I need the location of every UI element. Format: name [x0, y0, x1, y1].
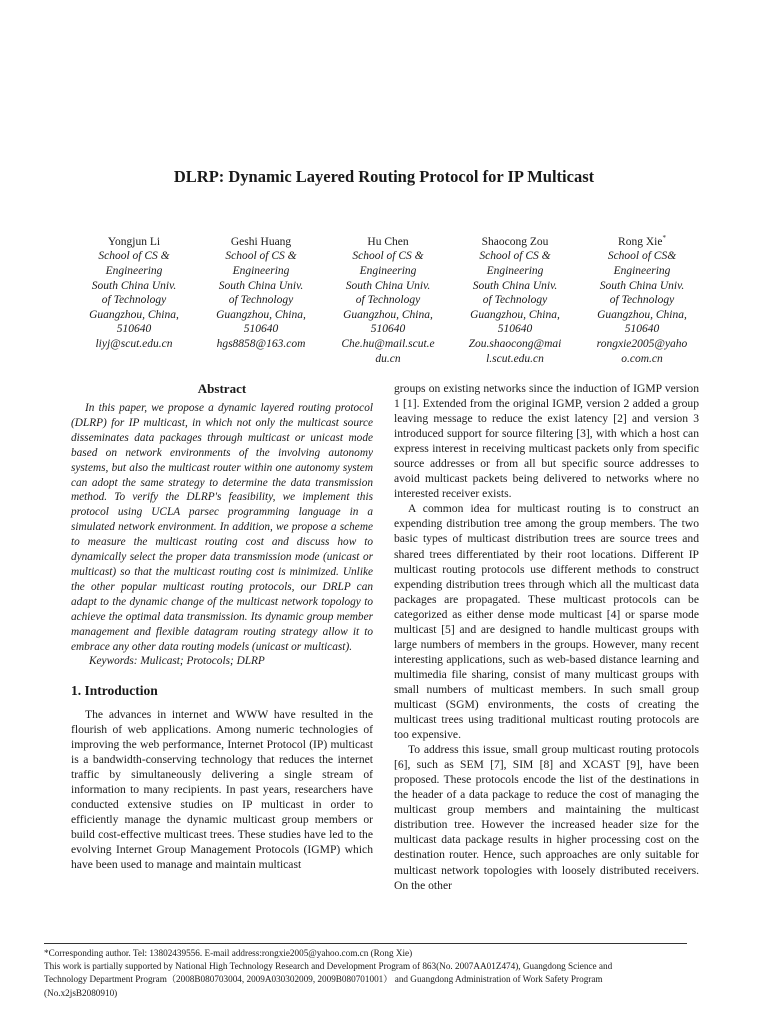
body-paragraph: To address this issue, small group multicast routing protocols [6], such as SEM [7], SIM [8] and XCAST [9], have been proposed. These protocols encode the list of the destinations in the header of a data package to reduce the cost of managing the multicast group members and maintaining the multicast distribution tree. However the increased header size for the multicast data package results in higher processing cost on the destination router. Hence, such approaches are only suitable for multicast network topologies with loosely distributed receivers. On the other: [394, 743, 699, 892]
author-block: [586, 231, 698, 366]
body-paragraph: A common idea for multicast routing is to construct an expending distribution tree among the group members. The two basic types of multicast distribution trees are source trees and shared trees differentiated by their root locations. Different IP multicast routing protocols use different methods to construct expending distribution trees through which all the multicast data packages are propagated. These multicast protocols can be categorized as either dense mode multicast [4] or sparse mode multicast [5] and are designed to handle multicast groups with large numbers of members in the groups. However, many recent interesting applications, such as web-based distance learning and multimedia file sharing, consist of many multicast groups with small numbers of multicast members. In such small group multicast (SGM) environments, the costs of creating the multicast trees using traditional multicast routing protocols are too expensive.: [394, 502, 699, 742]
footnote-corresponding-author: *Corresponding author. Tel: 13802439556. E-mail address:rongxie2005@yahoo.com.cn (Rong Xie): [44, 948, 413, 958]
author-name: Hu Chen: [367, 235, 409, 248]
author-block: [459, 231, 571, 366]
body-paragraph: groups on existing networks since the induction of IGMP version 1 [1]. Extended from the original IGMP, version 2 added a group leaving message to reduce the exist latency [2] and version 3 introduced support for source filtering [3], with which a host can express interest in receiving multicast packets only from specific source addresses or from all but specific source addresses to avoid multicast packets being delivered to networks where no interested receiver exists.: [394, 382, 699, 501]
footnotes: [44, 947, 704, 1000]
author-block: [205, 231, 317, 366]
author-email: du.cn: [375, 352, 401, 365]
keywords: Keywords: Mulicast; Protocols; DLRP: [89, 655, 265, 668]
author-email: rongxie2005@yaho: [596, 337, 688, 350]
author-email: o.com.cn: [621, 352, 663, 365]
author-affiliation: School of CS & Engineering South China Univ. of Technology Guangzhou, China, 510640 liyj@scut.edu.cn: [78, 249, 190, 351]
body-paragraph: The advances in internet and WWW have resulted in the flourish of web applications. Among numeric technologies of improving the web performance, Internet Protocol (IP) multicast is a bandwidth-conserving technology that reduces the internet traffic by simultaneously delivering a single stream of information to many recipients. In past years, researchers have conducted extensive studies on IP multicast in order to efficiently manage the dynamic multicast group members or build cost-effective multicast trees. These studies have led to the evolving Internet Group Management Protocols (IGMP) which have been used to manage and maintain multicast: [71, 707, 373, 872]
footnote-funding: Technology Department Program（2008B080703004, 2009A030302009, 2009B080701001） and Guangdong Administration of Work Safety Program: [44, 974, 603, 985]
author-name: Geshi Huang: [230, 235, 292, 248]
section-heading-introduction: 1. Introduction: [71, 682, 158, 698]
author-email: l.scut.edu.cn: [486, 352, 544, 365]
author-list: [78, 231, 698, 366]
author-name: Yongjun Li: [107, 235, 161, 248]
abstract-text: In this paper, we propose a dynamic layered routing protocol (DLRP) for IP multicast, in which not only the multicast source disseminates data packages through multicast or unicast mode based on network environments of the involving autonomy systems, but also the multicast router within one autonomy system can adopt the same strategy to determine the data transmission method. To verify the DLRP's feasibility, we implement this protocol using UCLA parsec programming language in a simulated network environment. In addition, we propose a scheme to measure the multicast routing cost and discuss how to dynamically select the proper data transmission mode (unicast or multicast) so that the multicast routing cost is minimized. Unlike the other popular multicast routing protocols, our DRLP can adapt to the dynamic change of the multicast network topology to achieve the optimal data transmission. Its dynamic group member management and flexible datagram routing strategy allow it to embrace any other data routing models (unicast or multicast).: [71, 402, 373, 653]
author-block: [78, 231, 190, 366]
author-affiliation: School of CS & Engineering South China Univ. of Technology Guangzhou, China, 510640 Zou.shaocong@mai l.scut.edu.cn: [459, 249, 571, 366]
author-affiliation: School of CS& Engineering South China Univ. of Technology Guangzhou, China, 510640 rongxie2005@yaho o.com.cn: [586, 249, 698, 366]
author-name: Shaocong Zou: [481, 235, 549, 248]
left-column: [71, 381, 373, 872]
author-name: Rong Xie*: [618, 234, 666, 248]
author-affiliation: School of CS & Engineering South China Univ. of Technology Guangzhou, China, 510640 hgs8858@163.com: [205, 249, 317, 351]
author-affiliation: School of CS & Engineering South China Univ. of Technology Guangzhou, China, 510640 Che.hu@mail.scut.e du.cn: [332, 249, 444, 366]
author-email: Che.hu@mail.scut.e: [341, 337, 435, 350]
author-email: liyj@scut.edu.cn: [95, 337, 173, 350]
paper-title: DLRP: Dynamic Layered Routing Protocol for IP Multicast: [173, 167, 595, 186]
right-column: [394, 381, 699, 893]
author-block: [332, 231, 444, 366]
footnote-funding: (No.x2jsB2080910): [44, 987, 118, 998]
corresponding-author-mark: *: [662, 234, 666, 242]
footnote-funding: This work is partially supported by National High Technology Research and Development Program of 863(No. 2007AA01Z474), Guangdong Science and: [44, 961, 613, 972]
abstract-heading: Abstract: [197, 381, 247, 396]
footnote-divider: [44, 943, 687, 944]
author-email: Zou.shaocong@mai: [468, 337, 562, 350]
author-email: hgs8858@163.com: [216, 337, 306, 350]
